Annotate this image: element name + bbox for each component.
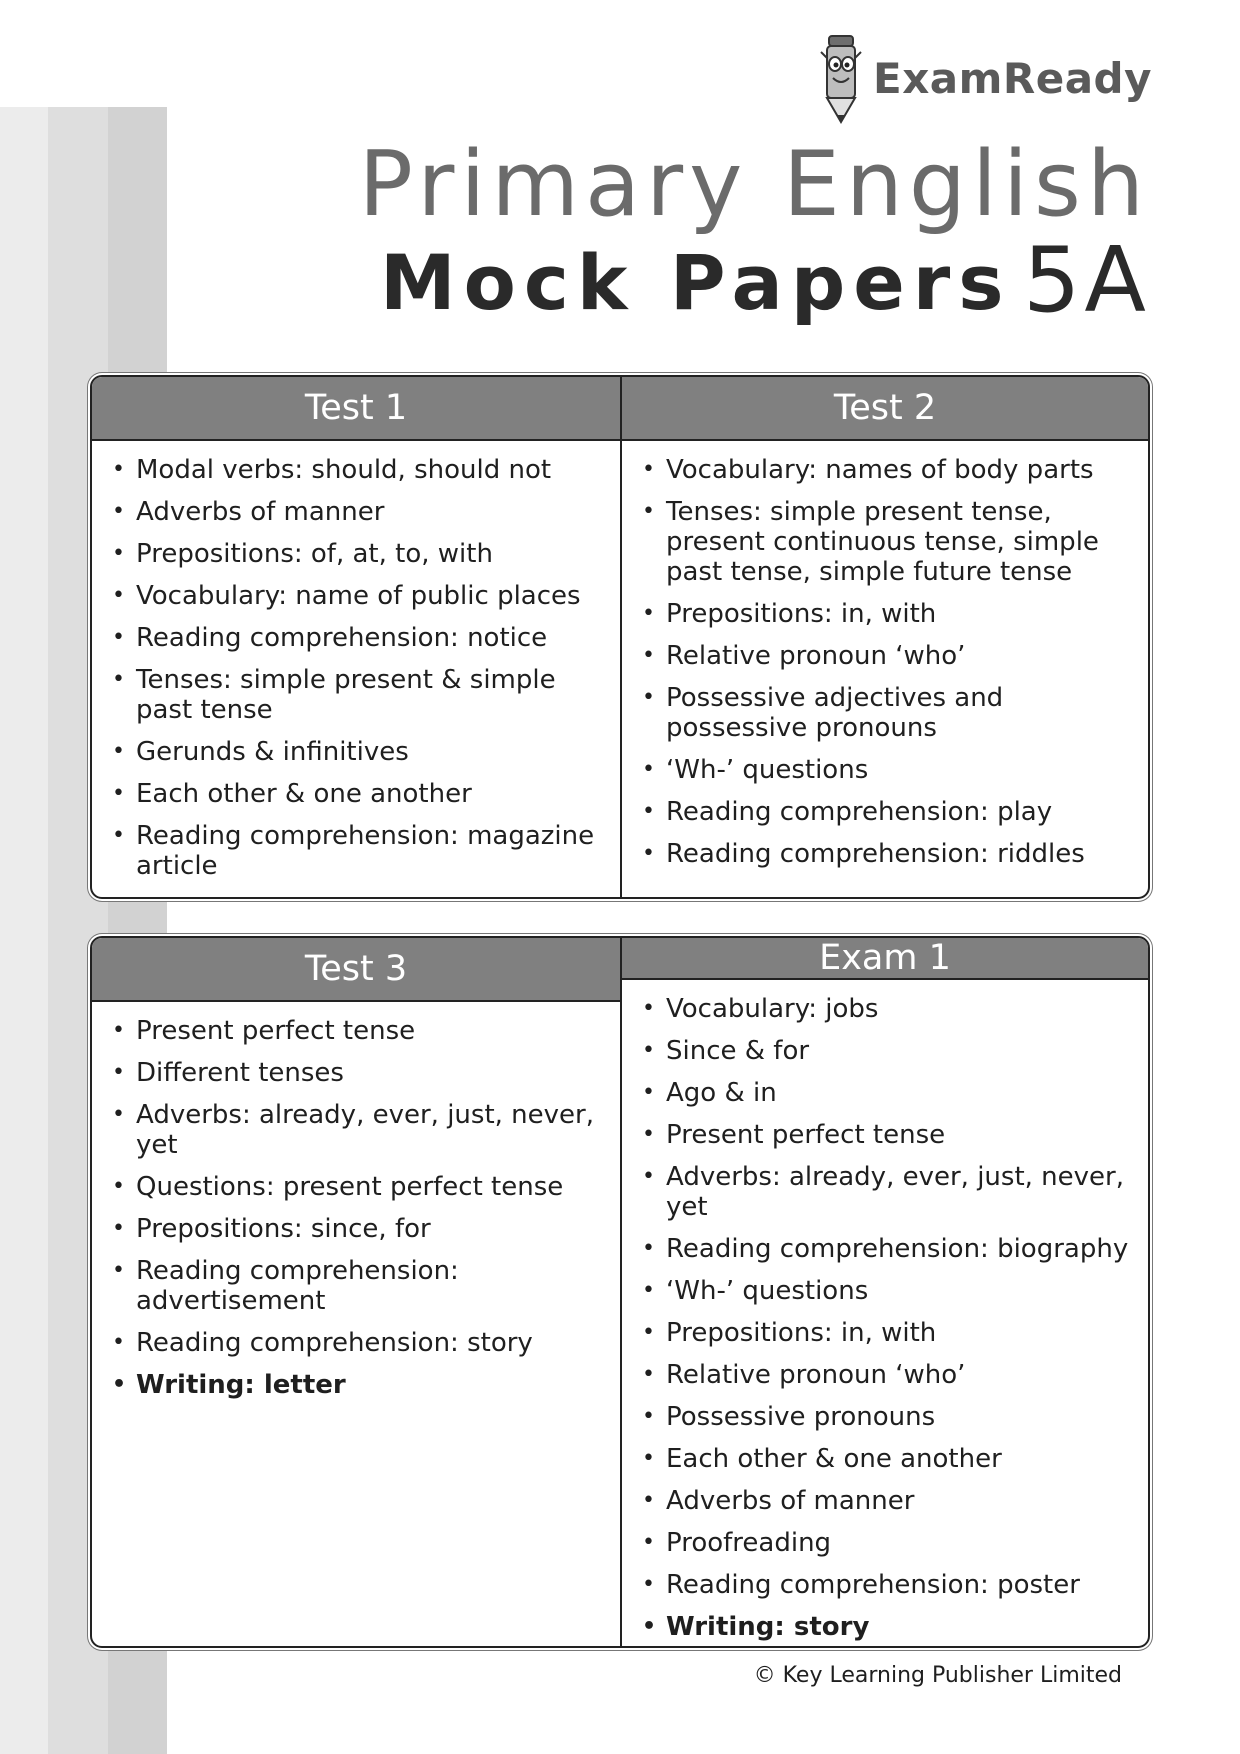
section-heading: Test 2 xyxy=(622,377,1148,441)
topic-item: • Reading comprehension: notice xyxy=(112,623,606,653)
topic-item: • Each other & one another xyxy=(642,1444,1134,1474)
title-line-1: Primary English xyxy=(358,132,1150,237)
topic-item: • Adverbs: already, ever, just, never, yet xyxy=(112,1100,606,1160)
section-heading: Exam 1 xyxy=(622,938,1148,980)
exam-ready-logo xyxy=(813,30,1152,126)
topic-list xyxy=(622,441,1148,881)
topic-item: • Reading comprehension: story xyxy=(112,1328,606,1358)
topic-item: • Adverbs of manner xyxy=(112,497,606,527)
topic-item: • Ago & in xyxy=(642,1078,1134,1108)
title-line-2: Mock Papers xyxy=(380,238,1012,327)
topic-item: • Vocabulary: names of body parts xyxy=(642,455,1134,485)
topic-item: • Relative pronoun ‘who’ xyxy=(642,641,1134,671)
topic-item-writing: • Writing: story xyxy=(642,1612,1134,1642)
pencil-mascot-icon xyxy=(813,30,869,126)
topic-item: • Tenses: simple present & simple past tense xyxy=(112,665,606,725)
topic-item: • Prepositions: in, with xyxy=(642,599,1134,629)
topic-item: • Present perfect tense xyxy=(112,1016,606,1046)
topic-item: • Relative pronoun ‘who’ xyxy=(642,1360,1134,1390)
topic-item: • Each other & one another xyxy=(112,779,606,809)
syllabus-table-bottom xyxy=(90,936,1150,1648)
topic-item: • ‘Wh-’ questions xyxy=(642,1276,1134,1306)
section-test-2 xyxy=(620,377,1148,897)
logo-text: ExamReady xyxy=(873,53,1152,103)
topic-item: • Reading comprehension: magazine article xyxy=(112,821,606,881)
topic-item: • Possessive adjectives and possessive pronouns xyxy=(642,683,1134,743)
topic-list xyxy=(622,980,1148,1648)
topic-item: • Gerunds & infinitives xyxy=(112,737,606,767)
topic-item: • Present perfect tense xyxy=(642,1120,1134,1150)
topic-item-writing: • Writing: letter xyxy=(112,1370,606,1400)
syllabus-table-top xyxy=(90,375,1150,899)
topic-item: • Reading comprehension: poster xyxy=(642,1570,1134,1600)
topic-list xyxy=(92,1002,620,1412)
topic-item: • Questions: present perfect tense xyxy=(112,1172,606,1202)
topic-item: • Reading comprehension: biography xyxy=(642,1234,1134,1264)
section-heading: Test 3 xyxy=(92,938,620,1002)
topic-item: • Prepositions: since, for xyxy=(112,1214,606,1244)
topic-item: • Vocabulary: name of public places xyxy=(112,581,606,611)
topic-item: • Proofreading xyxy=(642,1528,1134,1558)
topic-list xyxy=(92,441,620,893)
topic-item: • Adverbs: already, ever, just, never, yet xyxy=(642,1162,1134,1222)
stripe-light xyxy=(0,107,48,1754)
section-test-1 xyxy=(92,377,620,897)
topic-item: • Prepositions: in, with xyxy=(642,1318,1134,1348)
topic-item: • Vocabulary: jobs xyxy=(642,994,1134,1024)
topic-item: • Adverbs of manner xyxy=(642,1486,1134,1516)
section-test-3 xyxy=(92,938,620,1646)
section-exam-1 xyxy=(620,938,1148,1646)
topic-item: • Reading comprehension: play xyxy=(642,797,1134,827)
topic-item: • Different tenses xyxy=(112,1058,606,1088)
copyright-notice: © Key Learning Publisher Limited xyxy=(753,1663,1122,1688)
topic-item: • Reading comprehension: riddles xyxy=(642,839,1134,869)
topic-item: • ‘Wh-’ questions xyxy=(642,755,1134,785)
topic-item: • Possessive pronouns xyxy=(642,1402,1134,1432)
topic-item: • Prepositions: of, at, to, with xyxy=(112,539,606,569)
topic-item: • Reading comprehension: advertisement xyxy=(112,1256,606,1316)
topic-item: • Tenses: simple present tense, present continuous tense, simple past tense, simple future tense xyxy=(642,497,1134,587)
topic-item: • Modal verbs: should, should not xyxy=(112,455,606,485)
title-level: 5A xyxy=(1023,228,1150,333)
topic-item: • Since & for xyxy=(642,1036,1134,1066)
section-heading: Test 1 xyxy=(92,377,620,441)
